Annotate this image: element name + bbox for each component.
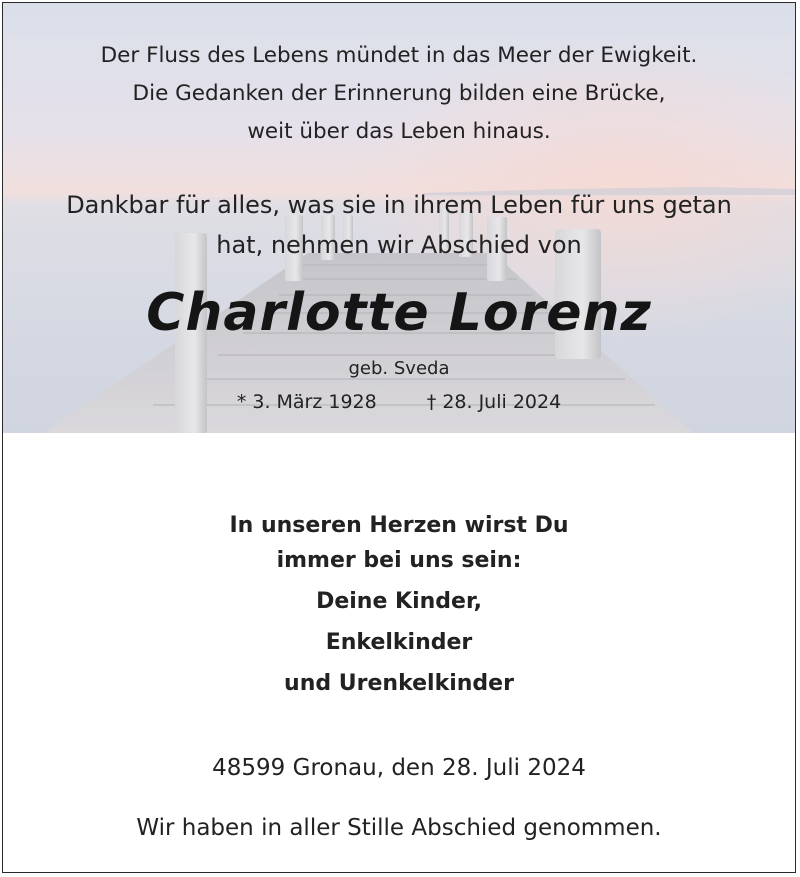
death-date: † 28. Juli 2024 — [426, 391, 562, 413]
intro-line: hat, nehmen wir Abschied von — [216, 231, 582, 259]
farewell-intro — [3, 185, 795, 265]
verse-line: weit über das Leben hinaus. — [247, 119, 551, 144]
verse-line: Die Gedanken der Erinnerung bilden eine Brücke, — [132, 81, 666, 106]
mourners-line: In unseren Herzen wirst Du — [229, 513, 569, 538]
birth-date: * 3. März 1928 — [236, 391, 377, 413]
closing-line: Wir haben in aller Stille Abschied genommen. — [136, 815, 662, 841]
obituary-notice — [2, 2, 796, 873]
mourners-line: Deine Kinder, — [316, 589, 482, 614]
memorial-verse — [3, 37, 795, 151]
mourners-line: immer bei uns sein: — [276, 548, 522, 573]
mourners-block — [3, 508, 795, 701]
life-dates — [3, 387, 795, 417]
place-and-date: 48599 Gronau, den 28. Juli 2024 — [212, 755, 586, 781]
intro-line: Dankbar für alles, was sie in ihrem Leben für uns getan — [66, 191, 732, 219]
deceased-name: Charlotte Lorenz — [146, 283, 652, 343]
verse-line: Der Fluss des Lebens mündet in das Meer der Ewigkeit. — [100, 43, 698, 68]
mourners-line: und Urenkelkinder — [284, 671, 514, 696]
birth-name: geb. Sveda — [348, 358, 450, 379]
mourners-line: Enkelkinder — [325, 630, 473, 655]
